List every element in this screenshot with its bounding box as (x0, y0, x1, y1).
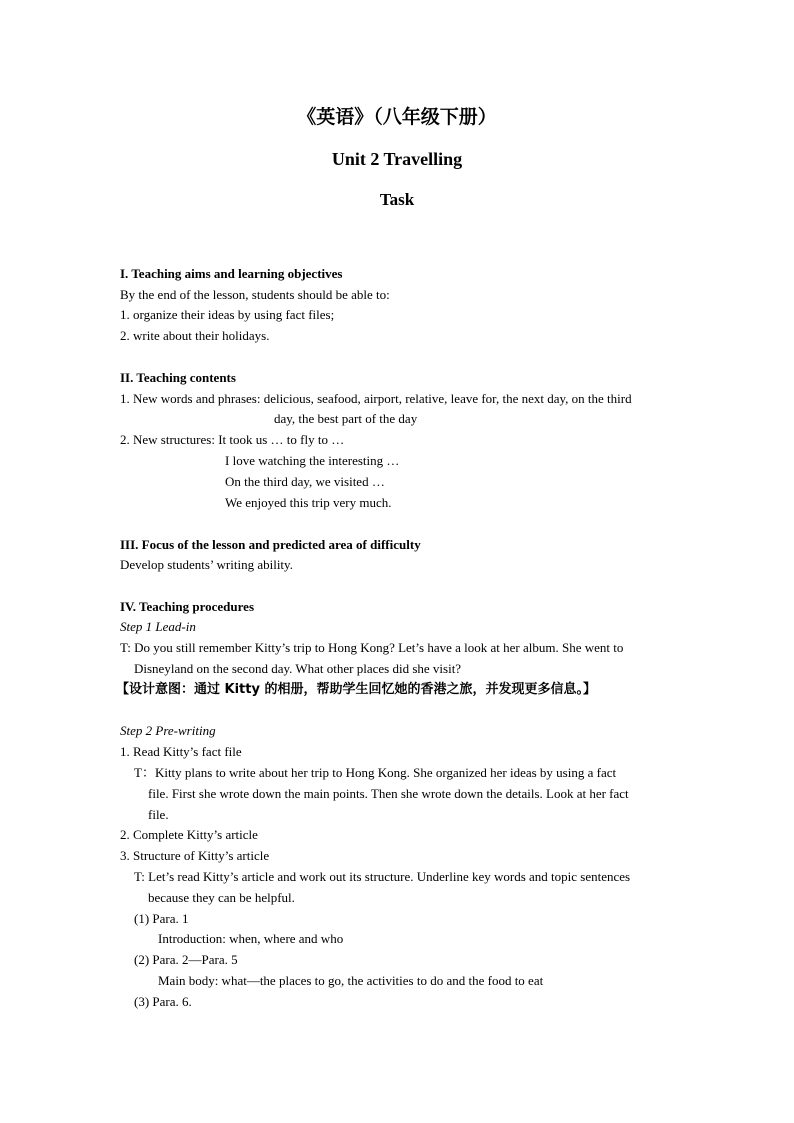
new-structures-line-1: 2. New structures: It took us … to fly to … (120, 432, 345, 447)
step-2-item-1-teacher-line-2: file. First she wrote down the main points. Then she wrote down the details. Look at her fact (148, 786, 629, 801)
new-structures-line-4: We enjoyed this trip very much. (225, 495, 392, 510)
structure-sub-1-label: (1) Para. 1 (134, 911, 189, 926)
new-structures-line-3: On the third day, we visited … (225, 474, 385, 489)
section-heading-procedures: IV. Teaching procedures (120, 599, 255, 614)
new-words-line-1: 1. New words and phrases: delicious, seafood, airport, relative, leave for, the next day, on the third (120, 391, 632, 406)
step-2-item-3-teacher-line-1: T: Let’s read Kitty’s article and work out its structure. Underline key words and topic sentences (134, 869, 631, 884)
structure-sub-2-text: Main body: what—the places to go, the activities to do and the food to eat (158, 973, 544, 988)
step-1-design-note: 【设计意图：通过 Kitty 的相册，帮助学生回忆她的香港之旅，并发现更多信息。】 (116, 682, 596, 697)
structure-sub-2-label: (2) Para. 2—Para. 5 (134, 952, 238, 967)
unit-title: Unit 2 Travelling (331, 149, 463, 169)
step-1-line-2: Disneyland on the second day. What other places did she visit? (134, 661, 462, 676)
step-2-item-1-teacher-line-1: T：Kitty plans to write about her trip to Hong Kong. She organized her ideas by using a fact (134, 765, 617, 780)
step-2-item-1: 1. Read Kitty’s fact file (120, 744, 242, 759)
step-2-item-2: 2. Complete Kitty’s article (120, 827, 258, 842)
section-heading-aims: I. Teaching aims and learning objectives (120, 266, 343, 281)
step-1-title: Step 1 Lead-in (120, 619, 196, 634)
lesson-title: Task (379, 190, 415, 209)
aims-item-1: 1. organize their ideas by using fact files; (120, 307, 335, 322)
section-heading-focus: III. Focus of the lesson and predicted area of difficulty (120, 537, 421, 552)
document-title-chinese: 《英语》（八年级下册） (297, 106, 497, 128)
new-words-line-2: day, the best part of the day (274, 411, 418, 426)
step-2-title: Step 2 Pre-writing (120, 723, 216, 738)
aims-item-2: 2. write about their holidays. (120, 328, 270, 343)
aims-intro: By the end of the lesson, students should be able to: (120, 287, 390, 302)
step-2-item-1-teacher-line-3: file. (148, 807, 169, 822)
new-structures-line-2: I love watching the interesting … (225, 453, 400, 468)
step-2-item-3-teacher-line-2: because they can be helpful. (148, 890, 295, 905)
step-1-line-1: T: Do you still remember Kitty’s trip to Hong Kong? Let’s have a look at her album. She went to (120, 640, 624, 655)
section-heading-contents: II. Teaching contents (120, 370, 236, 385)
structure-sub-3-label: (3) Para. 6. (134, 994, 192, 1009)
step-2-item-3: 3. Structure of Kitty’s article (120, 848, 270, 863)
focus-text: Develop students’ writing ability. (120, 557, 293, 572)
structure-sub-1-text: Introduction: when, where and who (158, 931, 344, 946)
